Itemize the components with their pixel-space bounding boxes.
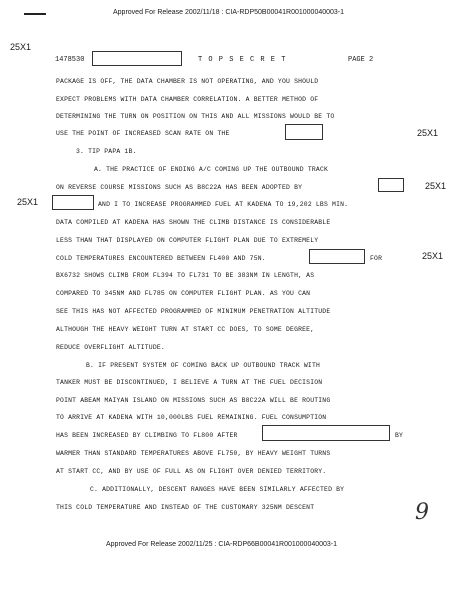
document-number: 1478530	[55, 56, 85, 64]
body-line-19: POINT ABEAM MAIYAN ISLAND ON MISSIONS SUCH AS B8C22A WILL BE ROUTING	[56, 397, 331, 404]
body-line-7: ON REVERSE COURSE MISSIONS SUCH AS B8C22A HAS BEEN ADOPTED BY	[56, 184, 303, 191]
margin-code-4: 25X1	[422, 251, 444, 261]
redaction-box-5	[262, 425, 390, 441]
body-line-24: C. ADDITIONALLY, DESCENT RANGES HAVE BEEN SIMILARLY AFFECTED BY	[90, 486, 345, 493]
body-line-3: DETERMINING THE TURN ON POSITION ON THIS AND ALL MISSIONS WOULD BE TO	[56, 113, 335, 120]
body-line-22: WARMER THAN STANDARD TEMPERATURES ABOVE FL750, BY HEAVY WEIGHT TURNS	[56, 450, 331, 457]
body-line-15: ALTHOUGH THE HEAVY WEIGHT TURN AT START CC DOES, TO SOME DEGREE,	[56, 326, 315, 333]
classification-marking: T O P S E C R E T	[198, 56, 287, 64]
body-line-2: EXPECT PROBLEMS WITH DATA CHAMBER CORRELATION. A BETTER METHOD OF	[56, 96, 319, 103]
body-line-17: B. IF PRESENT SYSTEM OF COMING BACK UP OUTBOUND TRACK WITH	[86, 362, 321, 369]
body-line-6: A. THE PRACTICE OF ENDING A/C COMING UP THE OUTBOUND TRACK	[94, 166, 329, 173]
body-line-4: USE THE POINT OF INCREASED SCAN RATE ON THE	[56, 130, 230, 137]
scan-mark	[24, 13, 46, 15]
release-footer: Approved For Release 2002/11/25 : CIA-RDP66B00041R001000040003-1	[106, 541, 338, 548]
section-heading-3: 3. TIP PAPA 1B.	[76, 148, 137, 155]
redaction-box-4	[309, 249, 365, 264]
redaction-box-2	[378, 178, 404, 192]
margin-code-3: 25X1	[17, 197, 39, 207]
margin-code-2: 25X1	[425, 181, 447, 191]
body-line-21-end: BY	[395, 432, 404, 439]
body-line-11-end: FOR	[370, 255, 383, 262]
redaction-box-3	[52, 195, 94, 210]
margin-code-top-left: 25X1	[10, 42, 32, 52]
body-line-16: REDUCE OVERFLIGHT ALTITUDE.	[56, 344, 165, 351]
body-line-18: TANKER MUST BE DISCONTINUED, I BELIEVE A TURN AT THE FUEL DECISION	[56, 379, 323, 386]
body-line-1: PACKAGE IS OFF, THE DATA CHAMBER IS NOT OPERATING, AND YOU SHOULD	[56, 78, 319, 85]
body-line-25: THIS COLD TEMPERATURE AND INSTEAD OF THE CUSTOMARY 325NM DESCENT	[56, 504, 315, 511]
body-line-14: SEE THIS HAS NOT AFFECTED PROGRAMMED OF MINIMUM PENETRATION ALTITUDE	[56, 308, 331, 315]
release-header: Approved For Release 2002/11/18 : CIA-RDP50B00041R001000040003-1	[113, 9, 345, 16]
body-line-20: TO ARRIVE AT KADENA WITH 10,000LBS FUEL REMAINING. FUEL CONSUMPTION	[56, 414, 327, 421]
redaction-box-header	[92, 51, 182, 66]
body-line-8: AND I TO INCREASE PROGRAMMED FUEL AT KADENA TO 19,202 LBS MIN.	[98, 201, 349, 208]
body-line-21: HAS BEEN INCREASED BY CLIMBING TO FL800 AFTER	[56, 432, 238, 439]
redaction-box-1	[285, 124, 323, 140]
body-line-9: DATA COMPILED AT KADENA HAS SHOWN THE CLIMB DISTANCE IS CONSIDERABLE	[56, 219, 331, 226]
body-line-12: BX6732 SHOWS CLIMB FROM FL394 TO FL731 TO BE 383NM IN LENGTH, AS	[56, 272, 315, 279]
page-label: PAGE 2	[348, 56, 374, 64]
margin-code-1: 25X1	[417, 128, 439, 138]
body-line-13: COMPARED TO 345NM AND FL785 ON COMPUTER FLIGHT PLAN. AS YOU CAN	[56, 290, 311, 297]
body-line-11: COLD TEMPERATURES ENCOUNTERED BETWEEN FL400 AND 75N.	[56, 255, 266, 262]
body-line-10: LESS THAN THAT DISPLAYED ON COMPUTER FLIGHT PLAN DUE TO EXTREMELY	[56, 237, 319, 244]
body-line-23: AT START CC, AND BY USE OF FULL AS ON FLIGHT OVER DENIED TERRITORY.	[56, 468, 327, 475]
handwritten-page-number: 9	[415, 500, 429, 525]
